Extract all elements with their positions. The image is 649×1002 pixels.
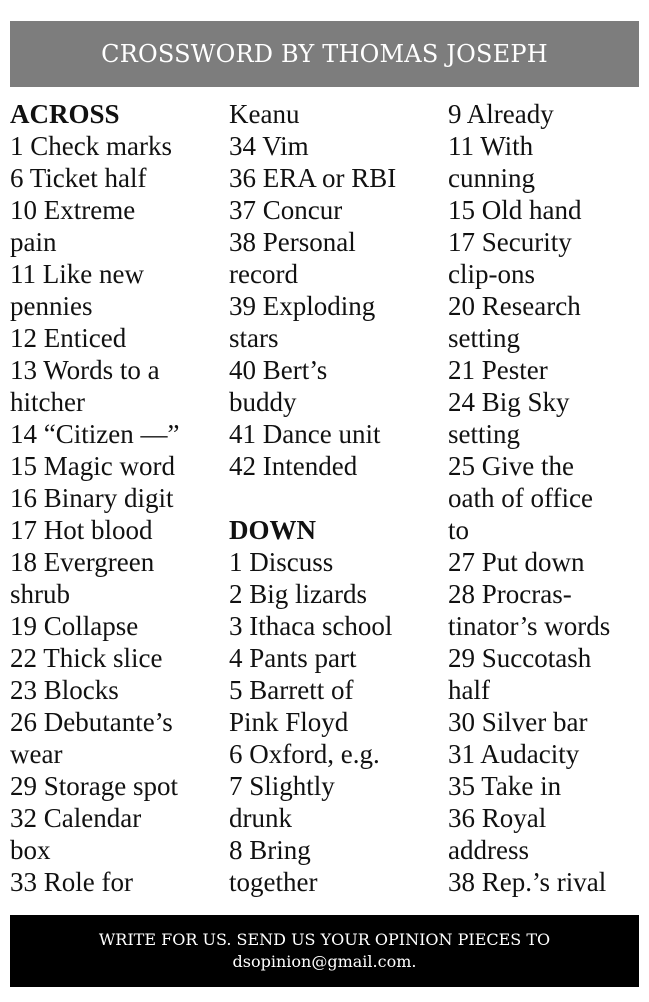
clue-line: 38 Personal (229, 227, 356, 257)
clue-line: 38 Rep.’s rival (448, 867, 607, 897)
clue-line: 40 Bert’s (229, 355, 328, 385)
clue-line: 8 Bring (229, 835, 311, 865)
clue-line: together (229, 867, 318, 897)
clue-line: 5 Barrett of (229, 675, 354, 705)
clue-line: cunning (448, 163, 535, 193)
down-clue-list-part-2 (448, 98, 643, 898)
clue-line: 1 Discuss (229, 547, 334, 577)
clue-line: 26 Debutante’s (10, 707, 173, 737)
clue-line: setting (448, 323, 520, 353)
clue-line: 15 Old hand (448, 195, 582, 225)
clue-line: 3 Ithaca school (229, 611, 393, 641)
clue-line: 36 Royal (448, 803, 547, 833)
clue-line: 19 Collapse (10, 611, 139, 641)
clue-line: pain (10, 227, 57, 257)
clue-line: 21 Pester (448, 355, 548, 385)
clue-line: 7 Slightly (229, 771, 335, 801)
clue-line: stars (229, 323, 279, 353)
footer-email[interactable]: dsopinion@gmail.com. (232, 952, 417, 971)
clue-line: 30 Silver bar (448, 707, 588, 737)
clue-line: 32 Calendar (10, 803, 142, 833)
clue-column-1 (10, 98, 215, 898)
clue-line: 31 Audacity (448, 739, 580, 769)
clue-line: shrub (10, 579, 70, 609)
clue-column-3 (448, 98, 643, 898)
puzzle-title-banner (10, 21, 639, 87)
clue-line: 11 With (448, 131, 534, 161)
clue-line: drunk (229, 803, 292, 833)
clue-line: to (448, 515, 470, 545)
clue-line: wear (10, 739, 63, 769)
clue-line: 29 Storage spot (10, 771, 178, 801)
clue-line: clip-ons (448, 259, 535, 289)
clue-line: oath of office (448, 483, 593, 513)
clue-line: 4 Pants part (229, 643, 357, 673)
clue-line: 34 Vim (229, 131, 309, 161)
clue-line: half (448, 675, 490, 705)
clue-line: record (229, 259, 298, 289)
clue-line: address (448, 835, 529, 865)
clue-line: tinator’s words (448, 611, 611, 641)
clue-line: 10 Extreme (10, 195, 136, 225)
clue-line: 35 Take in (448, 771, 562, 801)
clue-line: 22 Thick slice (10, 643, 163, 673)
clue-line: 33 Role for (10, 867, 133, 897)
clue-line: 11 Like new (10, 259, 144, 289)
clue-line: 1 Check marks (10, 131, 172, 161)
clue-line: Pink Floyd (229, 707, 349, 737)
clue-line: 17 Hot blood (10, 515, 153, 545)
clue-line: 17 Security (448, 227, 572, 257)
clue-line: setting (448, 419, 520, 449)
clue-line: Keanu (229, 99, 300, 129)
clue-line: 27 Put down (448, 547, 585, 577)
clue-line: buddy (229, 387, 297, 417)
across-clue-list-part-2 (229, 98, 439, 482)
clue-line: 6 Ticket half (10, 163, 147, 193)
clue-line: box (10, 835, 51, 865)
down-clue-list-part-1 (229, 546, 439, 898)
clue-line: 13 Words to a (10, 355, 160, 385)
clue-column-2 (229, 98, 439, 898)
down-heading: DOWN (229, 515, 316, 545)
section-spacer (229, 482, 439, 514)
clue-line: 23 Blocks (10, 675, 119, 705)
puzzle-title: CROSSWORD BY THOMAS JOSEPH (101, 40, 548, 68)
clue-line: 2 Big lizards (229, 579, 367, 609)
clue-line: 14 “Citizen —” (10, 419, 180, 449)
footer-line-1: WRITE FOR US. SEND US YOUR OPINION PIECES TO (98, 930, 551, 949)
clue-line: pennies (10, 291, 93, 321)
clue-line: 28 Procras- (448, 579, 572, 609)
clue-line: 12 Enticed (10, 323, 127, 353)
clue-line: 6 Oxford, e.g. (229, 739, 380, 769)
across-heading: ACROSS (10, 99, 120, 129)
clue-line: 25 Give the (448, 451, 574, 481)
clue-line: 37 Concur (229, 195, 343, 225)
clue-line: 15 Magic word (10, 451, 175, 481)
clue-line: hitcher (10, 387, 85, 417)
clue-line: 42 Intended (229, 451, 358, 481)
clue-line: 16 Binary digit (10, 483, 174, 513)
clue-line: 20 Research (448, 291, 581, 321)
clue-line: 9 Already (448, 99, 554, 129)
clue-line: 39 Exploding (229, 291, 376, 321)
clue-line: 24 Big Sky (448, 387, 570, 417)
clue-line: 36 ERA or RBI (229, 163, 397, 193)
across-clue-list-part-1 (10, 130, 215, 898)
clue-line: 18 Evergreen (10, 547, 155, 577)
footer-banner (10, 915, 639, 987)
clue-line: 41 Dance unit (229, 419, 381, 449)
clue-line: 29 Succotash (448, 643, 592, 673)
